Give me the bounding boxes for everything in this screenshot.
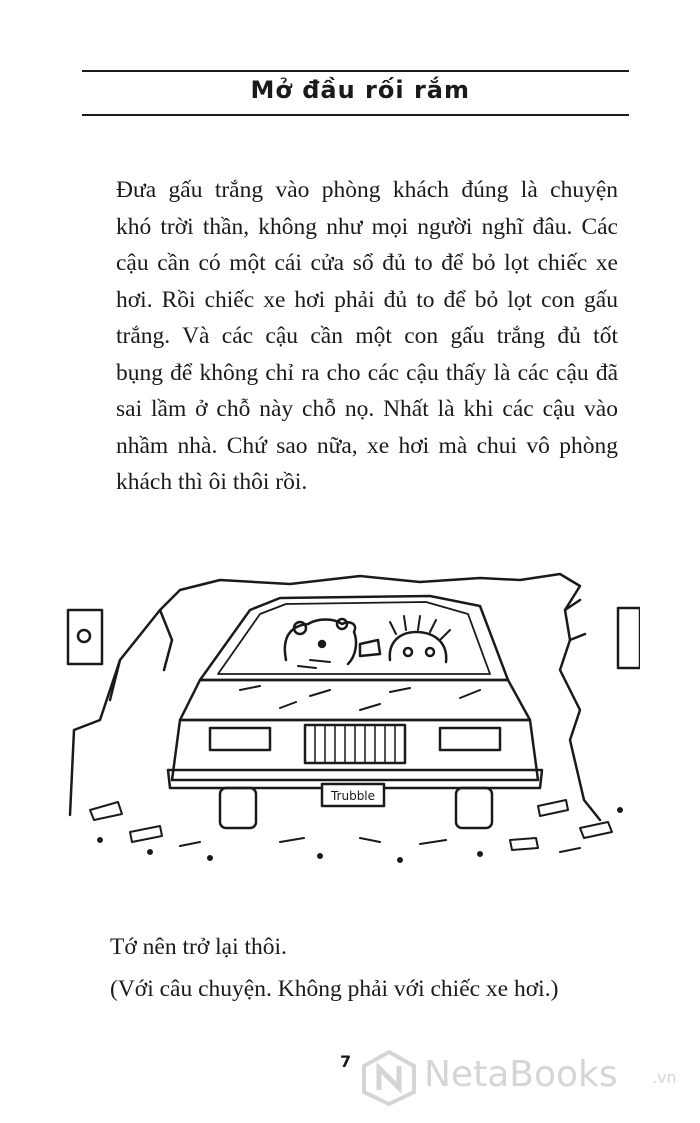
headlight-left (210, 728, 270, 750)
car-roof (200, 596, 508, 680)
netabooks-logo-icon (362, 1050, 416, 1106)
page-number: 7 (340, 1052, 352, 1071)
closing-text (110, 926, 558, 1010)
headlight-right (440, 728, 500, 750)
wall-crack (110, 610, 172, 700)
character-head (390, 632, 446, 662)
paragraph-line: Đưa gấu trắng vào phòng khách đúng là chuyện (116, 177, 618, 203)
license-plate-text: Trubble (330, 789, 376, 803)
chapter-title: Mở đầu rối rắm (250, 76, 470, 104)
closing-line-2: (Với câu chuyện. Không phải với chiếc xe hơi.) (110, 976, 559, 1002)
header-rule-top (82, 70, 629, 72)
closing-line-1: Tớ nên trở lại thôi. (110, 934, 287, 960)
picture-frame-left (68, 610, 102, 664)
body-paragraph (116, 172, 618, 501)
wheel-left (220, 788, 256, 828)
paragraph-line: trắng. Và các cậu cần một con gấu trắng đủ tốt (116, 323, 618, 349)
paragraph-line: cậu cần có một cái cửa sổ đủ to để bỏ lọt chiếc xe (116, 250, 618, 276)
car-hood (180, 680, 530, 720)
paragraph-line: nhầm nhà. Chứ sao nữa, xe hơi mà chui vô phòng (116, 432, 618, 459)
watermark-suffix: .vn (652, 1068, 677, 1087)
watermark (362, 1046, 692, 1110)
paragraph-line: khó trời thần, không như mọi người nghĩ đâu. Các (116, 213, 618, 240)
paragraph-line: sai lầm ở chỗ này chỗ nọ. Nhất là khi các cậu vào (116, 396, 618, 422)
header-rule-bottom (82, 114, 629, 116)
paragraph-line: bụng để không chỉ ra cho các cậu thấy là các cậu đã (116, 359, 618, 386)
watermark-brand: NetaBooks (424, 1054, 618, 1095)
car-crash-illustration (60, 570, 640, 870)
paragraph-line: khách thì ôi thôi rồi. (116, 469, 308, 495)
wheel-right (456, 788, 492, 828)
windshield (218, 602, 490, 674)
picture-frame-right (618, 608, 640, 668)
paragraph-line: hơi. Rồi chiếc xe hơi phải đủ to để bỏ lọt con gấu (116, 286, 618, 313)
debris (90, 800, 622, 862)
